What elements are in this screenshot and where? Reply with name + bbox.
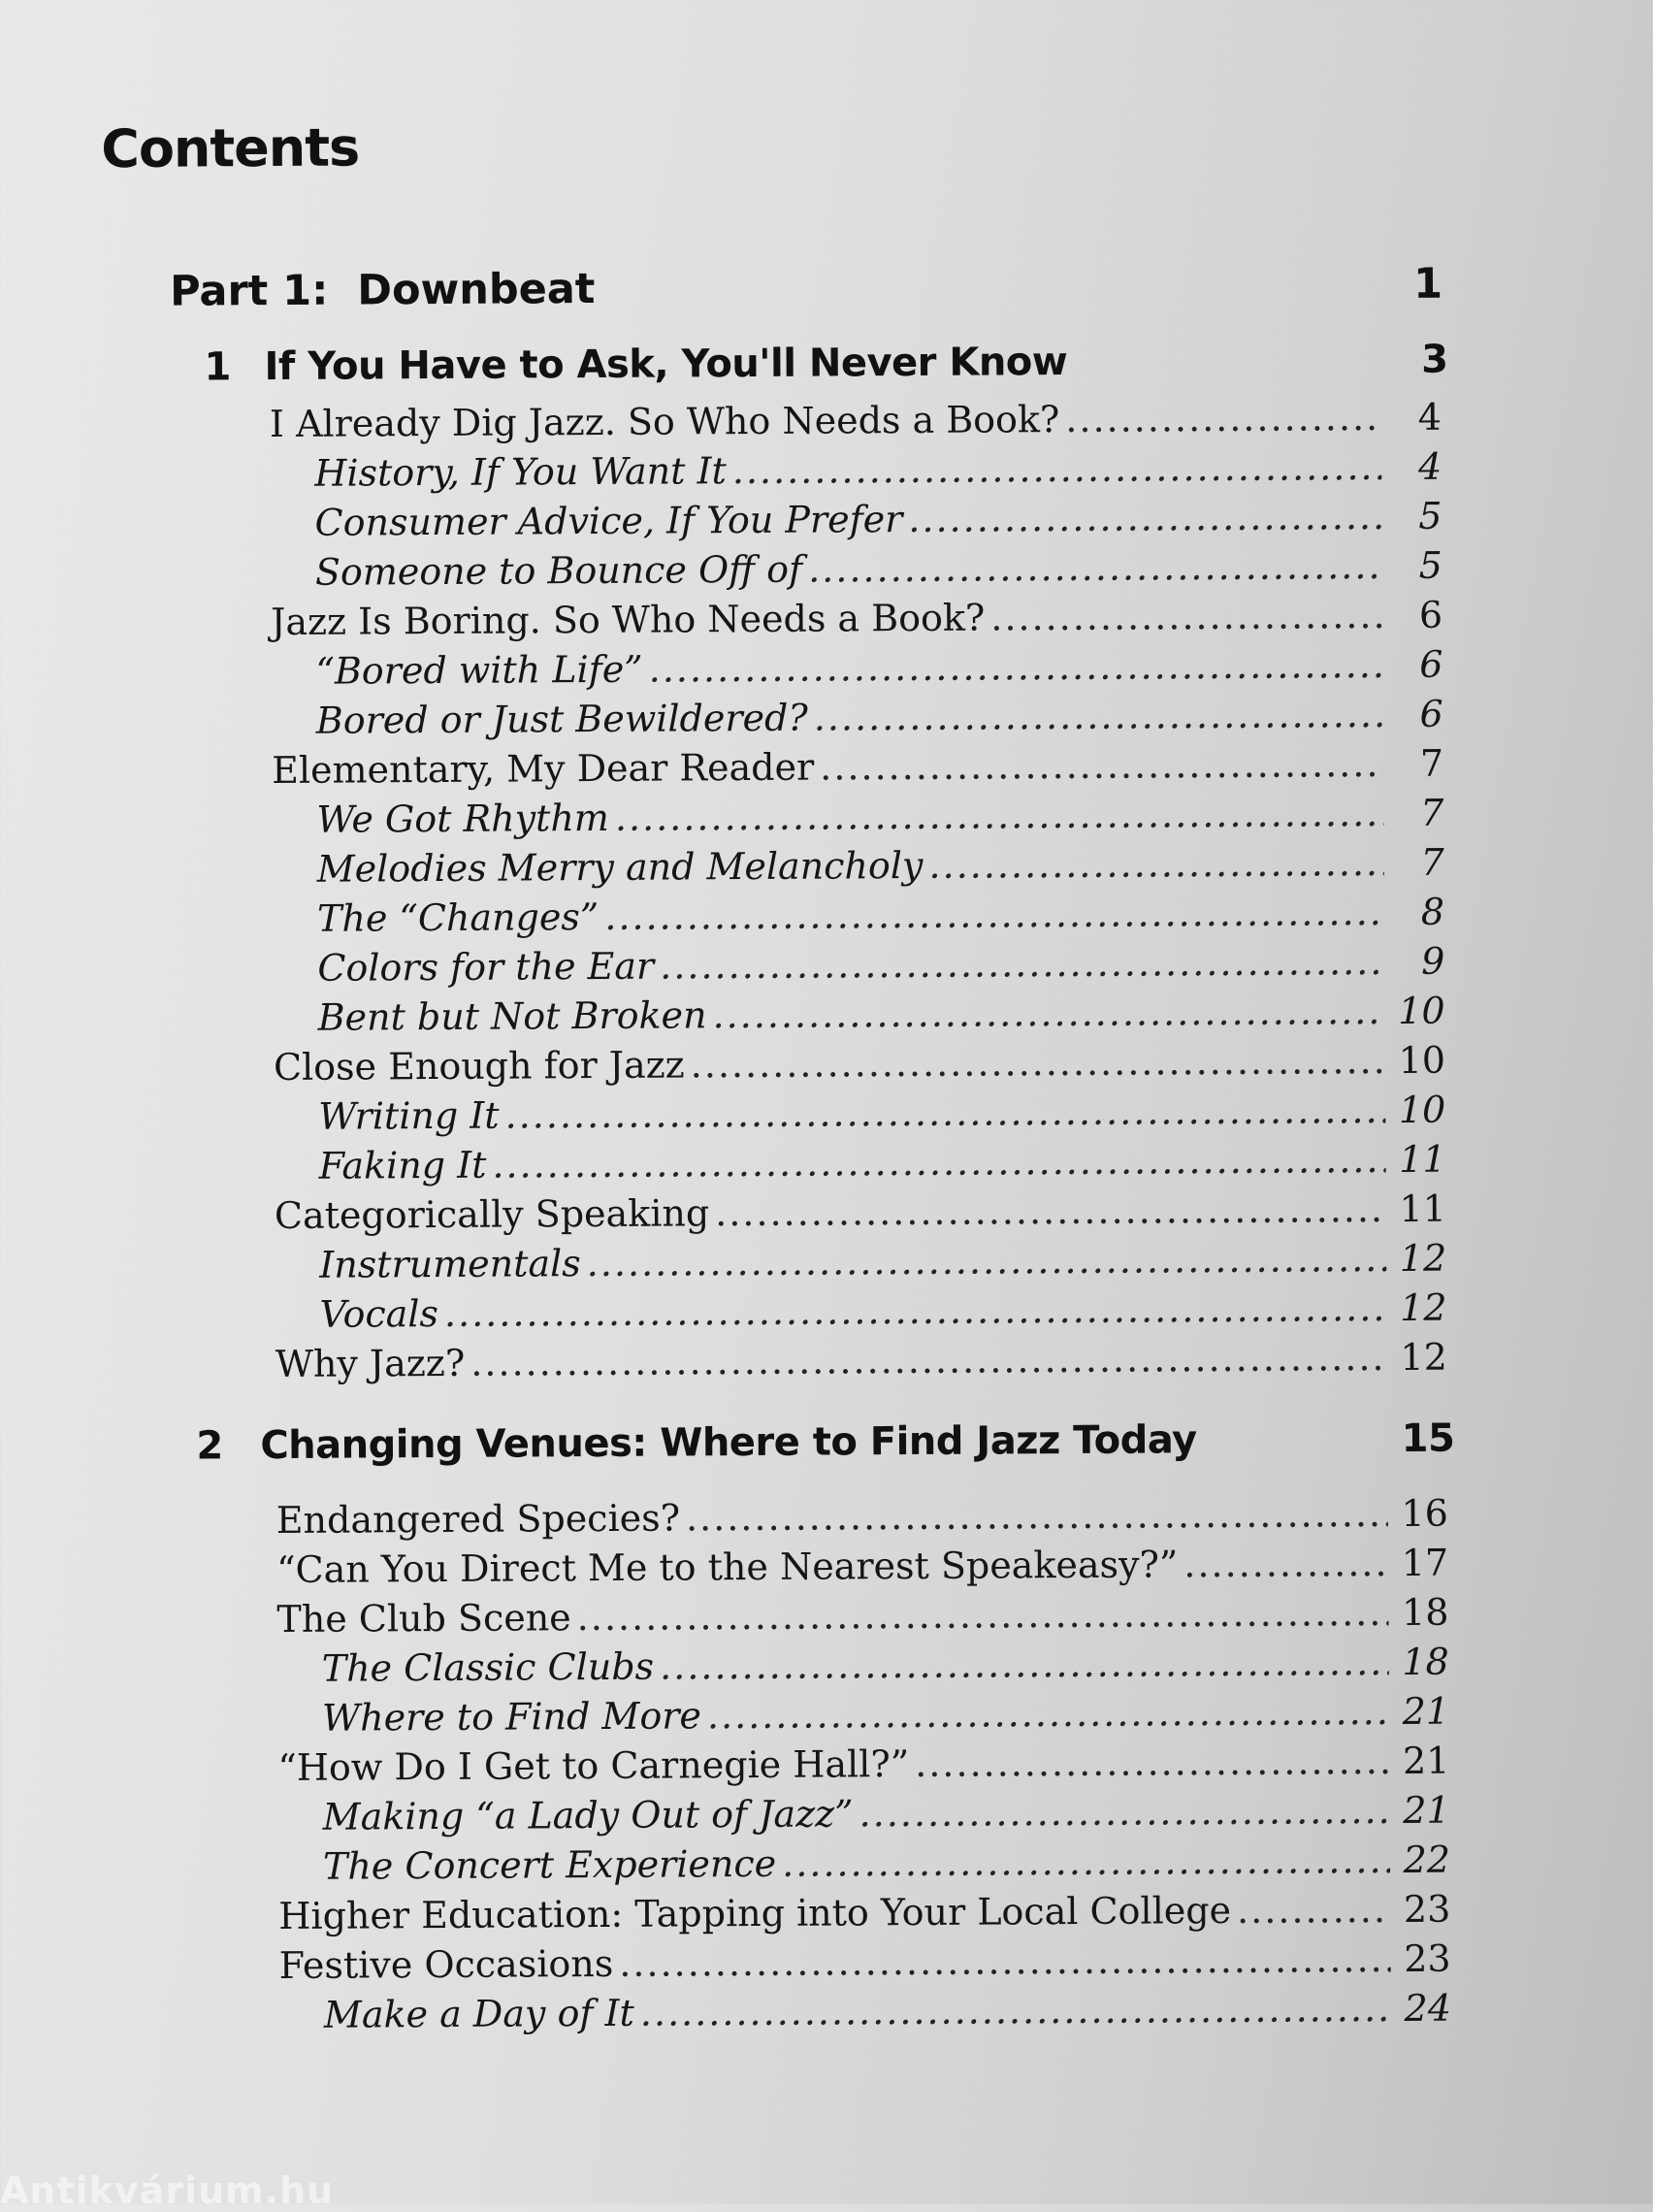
entry-title: History, If You Want It [314,449,727,495]
dot-leader [619,1937,1391,1985]
entry-title: The “Changes” [316,895,600,940]
watermark: Antikvárium.hu [0,2169,335,2212]
toc-subsection-entry [1,1237,1446,1295]
entry-title: Jazz Is Boring. So Who Needs a Book? [271,596,986,644]
page-title: Contents [101,116,360,180]
dot-leader [1237,1888,1391,1932]
toc-section-entry [0,742,1443,800]
entry-page-number: 22 [1403,1838,1451,1881]
entry-page-number: 10 [1398,1088,1446,1131]
entry-page-number: 21 [1402,1689,1450,1733]
dot-leader [808,544,1382,591]
entry-page-number: 18 [1402,1640,1449,1683]
dot-leader [691,1039,1386,1086]
dot-leader [660,940,1384,988]
dot-leader [1183,1542,1388,1585]
dot-leader [649,643,1383,691]
toc-subsection-entry [0,940,1445,998]
entry-page-number: 7 [1420,840,1444,884]
toc-subsection-entry [0,792,1444,850]
toc-section-entry [3,1542,1448,1600]
entry-page-number: 4 [1417,444,1442,488]
entry-page-number: 7 [1419,741,1444,785]
dot-leader [820,742,1383,789]
toc-subsection-entry [0,841,1444,899]
toc-section-entry [3,1591,1448,1649]
toc-subsection-entry [0,643,1443,701]
toc-subsection-entry [5,1789,1450,1847]
entry-title: Making “a Lady Out of Jazz” [322,1792,854,1838]
dot-leader [504,1089,1385,1137]
chapter-title: If You Have to Ask, You'll Never Know [264,340,1068,390]
part-page-number: 1 [1413,259,1443,309]
entry-title: “Bored with Life” [315,647,643,693]
entry-title: Faking It [318,1143,487,1187]
entry-page-number: 16 [1401,1491,1448,1535]
toc-section-entry [0,594,1442,652]
dot-leader [640,1987,1391,2034]
entry-title: Bored or Just Bewildered? [315,696,808,742]
chapter-page-number: 15 [1401,1415,1455,1461]
entry-page-number: 11 [1399,1137,1446,1181]
dot-leader [732,445,1382,492]
toc-subsection-entry [0,1089,1445,1147]
dot-leader [604,891,1384,938]
entry-title: Festive Occasions [278,1941,614,1988]
entry-page-number: 24 [1404,1986,1452,2030]
dot-leader [615,792,1384,839]
dot-leader [782,1838,1390,1885]
entry-title: The Concert Experience [322,1841,777,1888]
toc-subsection-entry [0,544,1442,602]
entry-title: I Already Dig Jazz. So Who Needs a Book? [269,398,1060,446]
part-label: Part 1: [169,266,329,316]
entry-page-number: 5 [1418,494,1442,537]
entry-page-number: 12 [1400,1335,1447,1379]
entry-page-number: 6 [1418,593,1443,636]
entry-page-number: 10 [1398,1038,1446,1082]
toc-subsection-entry [1,1286,1446,1345]
chapter-page-number: 3 [1421,337,1448,382]
entry-title: We Got Rhythm [316,796,610,841]
entry-page-number: 11 [1399,1187,1447,1230]
entry-title: Where to Find More [321,1694,702,1740]
toc-subsection-entry [4,1690,1449,1748]
entry-page-number: 5 [1418,543,1442,587]
entry-page-number: 4 [1417,395,1442,439]
entry-page-number: 8 [1420,890,1445,933]
dot-leader [470,1336,1387,1384]
entry-title: The Club Scene [276,1596,571,1642]
entry-page-number: 9 [1421,939,1445,983]
entry-page-number: 23 [1404,1936,1451,1980]
entry-page-number: 6 [1419,642,1443,686]
entry-page-number: 12 [1399,1236,1447,1280]
entry-title: Bent but Not Broken [317,993,707,1039]
dot-leader [908,495,1381,540]
chapter-2-entries [3,1492,1451,2045]
entry-title: Writing It [318,1093,500,1138]
toc-subsection-entry [6,1987,1451,2045]
entry-title: Someone to Bounce Off of [314,547,803,594]
toc-subsection-entry [0,1138,1445,1196]
entry-title: Categorically Speaking [274,1191,710,1238]
toc-subsection-entry [0,891,1444,949]
dot-leader [928,841,1384,887]
entry-page-number: 12 [1400,1285,1447,1329]
entry-title: Why Jazz? [275,1341,466,1386]
chapter-heading-1 [204,338,1447,390]
toc-section-entry [4,1740,1449,1798]
entry-page-number: 21 [1402,1739,1450,1782]
toc-subsection-entry [5,1838,1450,1897]
entry-page-number: 21 [1403,1788,1450,1832]
entry-page-number: 17 [1401,1541,1449,1584]
entry-title: Higher Education: Tapping into Your Local College [278,1889,1232,1938]
dot-leader [577,1591,1389,1639]
toc-section-entry [5,1888,1450,1946]
entry-title: “How Do I Get to Carnegie Hall?” [277,1742,910,1790]
toc-subsection-entry [0,693,1443,751]
entry-title: Instrumentals [319,1242,581,1286]
entry-page-number: 10 [1398,989,1445,1032]
entry-page-number: 18 [1401,1590,1449,1634]
entry-title: Colors for the Ear [317,944,655,990]
entry-title: Vocals [319,1292,439,1336]
toc-section-entry [3,1492,1448,1550]
entry-page-number: 7 [1420,791,1444,834]
chapter-1-entries [0,396,1447,1394]
chapter-number: 2 [196,1423,223,1469]
part-name: Downbeat [357,265,596,315]
entry-title: Endangered Species? [276,1496,681,1543]
part-heading [170,260,1442,316]
dot-leader [990,594,1382,638]
entry-page-number: 6 [1419,692,1443,735]
dot-leader [660,1641,1389,1688]
entry-title: Consumer Advice, If You Prefer [314,498,903,544]
entry-title: Melodies Merry and Melancholy [316,843,924,891]
dot-leader [587,1237,1387,1285]
dot-leader [712,990,1384,1036]
dot-leader [715,1187,1386,1234]
toc-section-entry [1,1187,1446,1246]
dot-leader [707,1690,1389,1737]
toc-section-entry [2,1336,1447,1394]
dot-leader [444,1286,1387,1335]
dot-leader [492,1138,1385,1187]
entry-page-number: 23 [1403,1887,1451,1931]
entry-title: The Classic Clubs [321,1644,655,1690]
toc-subsection-entry [4,1641,1449,1699]
toc-subsection-entry [0,445,1442,504]
entry-title: Elementary, My Dear Reader [271,745,815,793]
chapter-heading-2 [196,1416,1454,1469]
dot-leader [915,1740,1389,1785]
entry-title: Close Enough for Jazz [273,1043,685,1090]
dot-leader [686,1492,1388,1539]
chapter-title: Changing Venues: Where to Find Jazz Today [260,1417,1197,1469]
entry-title: Make a Day of It [323,1991,634,2036]
dot-leader [814,693,1383,739]
entry-title: “Can You Direct Me to the Nearest Speakeasy?” [276,1543,1179,1592]
toc-section-entry [6,1937,1451,1996]
toc-subsection-entry [0,495,1442,553]
dot-leader [859,1789,1389,1835]
toc-subsection-entry [0,990,1445,1048]
toc-section-entry [0,396,1442,454]
chapter-number: 1 [204,344,232,390]
dot-leader [1065,396,1381,440]
toc-section-entry [0,1039,1445,1097]
